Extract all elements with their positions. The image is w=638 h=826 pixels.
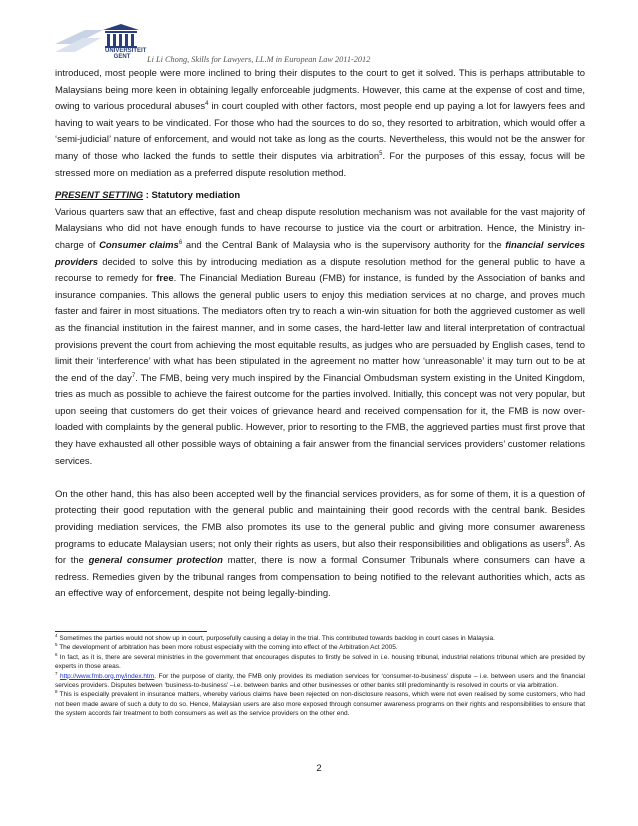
- footnote-ref-8[interactable]: 8: [565, 538, 570, 545]
- footnotes: [55, 634, 585, 719]
- running-header: Li Li Chong, Skills for Lawyers, LL.M in European Law 2011-2012: [147, 55, 371, 64]
- logo-line-1: UNIVERSITEIT: [105, 48, 147, 54]
- paragraph-1: introduced, most people were more inclined to bring their disputes to the court to get it solved. This is perhaps attributable to Malaysians being more keen in obtaining legally enforceable judgments. However, this came at the expense of cost and time, owing to various procedural abuses$^4$ in court coupled with other factors, most people end up paying a lot for lawyers fees and having to wait years to be vindicated. For those who had the sources to do so, they resorted to arbitration, which would offer a ‘semi-judicial’ nature of enforcement, and would not take as long as the courts. Nevertheless, this would not be the answer for many of those who lacked the funds to settle their disputes via arbitration$^5$. For the purposes of this essay, focus will be stressed more on mediation as a preferred dispute resolution method.: [55, 68, 585, 179]
- footnote-6: $^6$ In fact, as it is, there are several ministries in the government that encourages disputes to firstly be solved in i.e. housing tribunal, industrial relations tribunal which are presided by experts in those areas.: [55, 651, 585, 671]
- section-heading-label: PRESENT SETTING: [55, 190, 144, 202]
- page-number: 2: [316, 763, 322, 774]
- logo-line-2: GENT: [113, 54, 131, 60]
- footnote-ref-7[interactable]: 7: [131, 372, 136, 379]
- body-text: [55, 66, 585, 603]
- footnote-7: $^7$ http://www.fmb.org.my/index.htm. For the purpose of clarity, the FMB only provides its mediation services for ‘consumer-to-business’ dispute – i.e. between users and the financial services providers. Disputes between ‘business-to-business’ –i.e. between banks and other businesses or other banks still predominantly is resolved in courts or via arbitration.: [55, 670, 585, 690]
- section-heading-rest: : Statutory mediation: [143, 190, 241, 202]
- paragraph-3: On the other hand, this has also been accepted well by the financial services providers, as for some of them, it is a question of protecting their good reputation with the general public and maintaining their good records with the central bank. Besides providing mediation services, the FMB also promotes its use to the general public and giving more consumer awareness programs to educate Malaysian users; not only their rights as users, but also their responsibilities and obligations as users$^8$. As for the general consumer protection matter, there is now a formal Consumer Tribunals where consumers can have a redress. Remedies given by the tribunal ranges from compensation to being notified to the relevant authorities which, acts as an effective way of enforcement, despite not being legally-binding.: [55, 488, 585, 600]
- page-header: [55, 22, 585, 62]
- fmb-link[interactable]: http://www.fmb.org.my/index.htm: [59, 672, 155, 680]
- footnote-4: $^4$ Sometimes the parties would not show up in court, purposefully causing a delay in the trial. This contributed towards backlog in court cases in Malaysia.: [55, 632, 495, 642]
- footnote-separator: [55, 631, 207, 632]
- university-logo: [55, 22, 145, 62]
- footnote-ref-5[interactable]: 5: [379, 150, 383, 157]
- footnote-ref-4[interactable]: 4: [205, 101, 209, 108]
- footnote-ref-6[interactable]: 6: [178, 239, 183, 246]
- section-heading: [55, 188, 585, 205]
- paragraph-2: Various quarters saw that an effective, fast and cheap dispute resolution mechanism was not available for the vast majority of Malaysians who did not have enough funds to have recourse to justice via the court or arbitration. Hence, the Ministry in-charge of Consumer claims$^6$ and the Central Bank of Malaysia who is the supervisory authority for the financial services providers decided to solve this by introducing mediation as a dispute resolution method for the general public to have a recourse to remedy for free. The Financial Mediation Bureau (FMB) for instance, is funded by the Association of banks and insurance companies. This allows the general public users to enjoy this mediation services at no charge, and proves much faster and fairer in most situations. The mediators often try to reach a win-win situation for both the aggrieved customer as well as the financial institution in the fairest manner, and in some cases, the hard-letter law and literal interpretation of contractual provisions prevent the court from achieving the most equitable results, as judges who are persuaded by English cases, tend to limit their ‘interference’ with what has been stipulated in the agreement no matter how ‘unreasonable’ it may turn out to be at the end of the day$^7$. The FMB, being very much inspired by the Financial Ombudsman system existing in the United Kingdom, tries as much as possible to achieve the fairest outcome for the parties involved. Initially, this concept was not very popular, but upon seeing that customers do get their voices of grievance heard and received compensation for it, the FMB is now over-loaded with complaints by the general public. However, prior to resorting to the FMB, the aggrieved parties must first prove that they have exhausted all other possible ways of obtaining a fair answer from the financial services providers’ customer relations services.: [55, 206, 586, 467]
- footnote-5: $^5$ The development of arbitration has been more robust especially with the coming into effect of the Arbitration Act 2005.: [55, 642, 398, 652]
- footnote-8: $^8$ This is especially prevalent in insurance matters, whereby various claims have been rejected on non-disclosure reasons, which were not even realised by some customers, who had not been made aware of such a duty to do so. Hence, Malaysian users are also more exposed through consumer awareness programs on their rights and responsibilities to ensure that the system accords fair treatment to both consumers as well as the service providers on the other end.: [55, 689, 585, 718]
